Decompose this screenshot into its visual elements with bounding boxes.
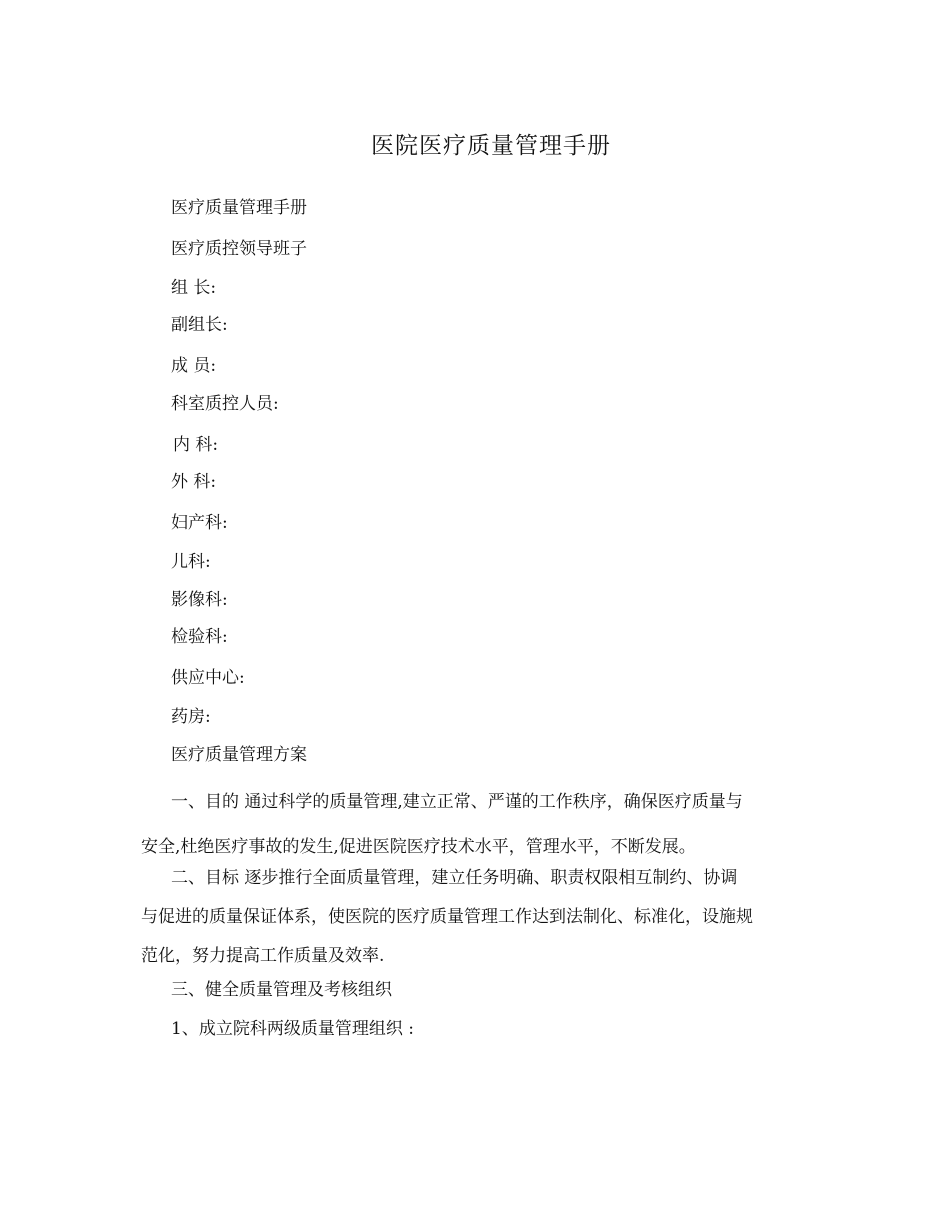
- dept-obstetrics-gynecology: 妇产科:: [171, 513, 228, 533]
- leader-label: 组 长:: [171, 278, 217, 298]
- dept-surgery: 外 科:: [171, 472, 217, 492]
- deputy-leader-label: 副组长:: [171, 315, 228, 335]
- members-label: 成 员:: [171, 356, 217, 376]
- dept-imaging: 影像科:: [171, 590, 228, 610]
- dept-laboratory: 检验科:: [171, 627, 228, 647]
- goal-line-2: 与促进的质量保证体系，使医院的医疗质量管理工作达到法制化、标准化，设施规: [141, 907, 753, 927]
- dept-pediatrics: 儿科:: [171, 552, 211, 572]
- goal-line-3: 范化，努力提高工作质量及效率.: [141, 946, 385, 966]
- dept-qc-staff-label: 科室质控人员:: [171, 394, 279, 414]
- document-title: 医院医疗质量管理手册: [371, 133, 611, 159]
- dept-pharmacy: 药房:: [171, 707, 211, 727]
- purpose-line-1: 一、目的 通过科学的质量管理,建立正常、严谨的工作秩序，确保医疗质量与: [171, 792, 743, 812]
- goal-line-1: 二、目标 逐步推行全面质量管理，建立任务明确、职责权限相互制约、协调: [171, 868, 738, 888]
- dept-supply-center: 供应中心:: [171, 668, 245, 688]
- section-3-heading: 三、健全质量管理及考核组织: [171, 980, 392, 1000]
- goal-paragraph: [141, 859, 813, 976]
- purpose-paragraph: [141, 780, 813, 870]
- plan-heading: 医疗质量管理方案: [171, 745, 307, 765]
- purpose-line-2: 安全,杜绝医疗事故的发生,促进医院医疗技术水平，管理水平，不断发展。: [141, 837, 696, 857]
- heading-leadership: 医疗质控领导班子: [171, 239, 307, 259]
- dept-internal-medicine: 内 科:: [173, 435, 219, 455]
- item-1-heading: 1、成立院科两级质量管理组织 :: [171, 1019, 414, 1039]
- heading-manual: 医疗质量管理手册: [171, 198, 307, 218]
